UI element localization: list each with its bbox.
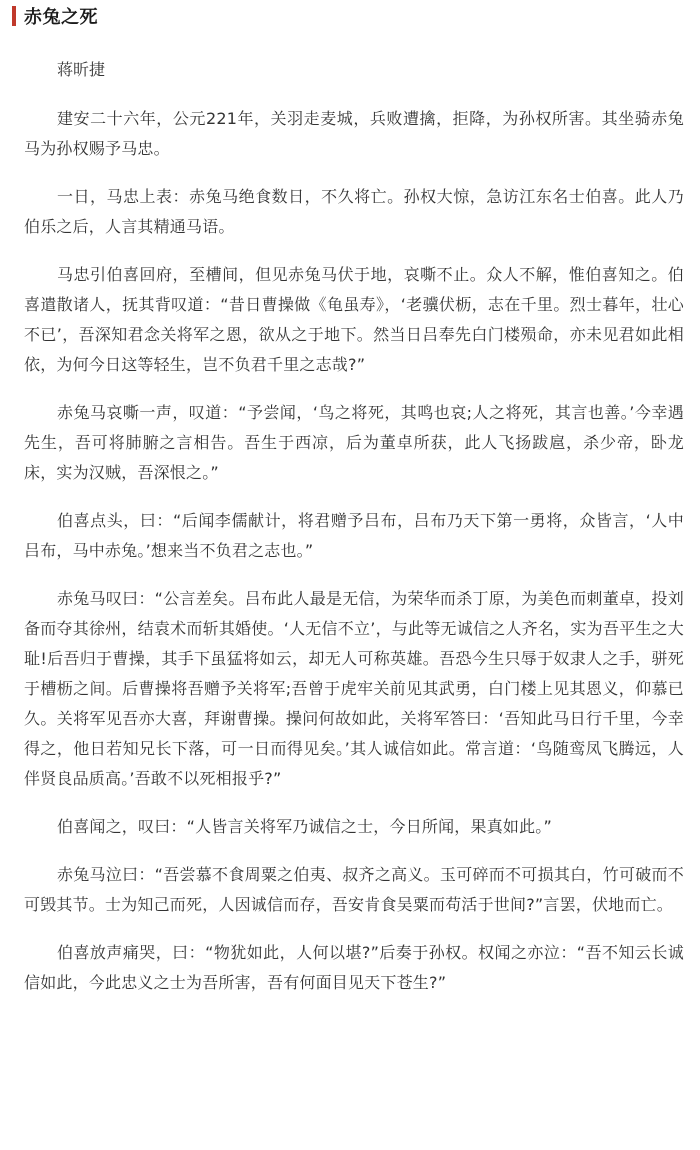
article-header [12,4,98,28]
paragraph: 一日，马忠上表：赤兔马绝食数日，不久将亡。孙权大惊，急访江东名士伯喜。此人乃伯乐之后，人言其精通马语。 [24,187,684,236]
paragraph: 赤兔马叹曰：“公言差矣。吕布此人最是无信，为荣华而杀丁原，为美色而刺董卓，投刘备而夺其徐州，结袁术而斩其婚使。‘人无信不立’，与此等无诚信之人齐名，实为吾平生之大耻!后吾归于曹操，其手下虽猛将如云，却无人可称英雄。吾恐今生只辱于奴隶人之手，骈死于槽枥之间。后曹操将吾赠予关将军;吾曾于虎牢关前见其武勇，白门楼上见其恩义，仰慕已久。关将军见吾亦大喜，拜谢曹操。操问何故如此，关将军答曰：‘吾知此马日行千里，今幸得之，他日若知兄长下落，可一日而得见矣。’其人诚信如此。常言道：‘鸟随鸾凤飞腾远，人伴贤良品质高。’吾敢不以死相报乎?” [24,589,684,788]
paragraph: 伯喜点头，曰：“后闻李儒献计，将君赠予吕布，吕布乃天下第一勇将，众皆言，‘人中吕布，马中赤兔。’想来当不负君之志也。” [24,511,684,560]
paragraph: 建安二十六年，公元221年，关羽走麦城，兵败遭擒，拒降，为孙权所害。其坐骑赤兔马为孙权赐予马忠。 [24,109,684,158]
paragraph: 赤兔马哀嘶一声，叹道：“予尝闻，‘鸟之将死，其鸣也哀;人之将死，其言也善。’今幸遇先生，吾可将肺腑之言相告。吾生于西凉，后为董卓所获，此人飞扬跋扈，杀少帝，卧龙床，实为汉贼，吾深恨之。” [24,403,684,482]
article-title: 赤兔之死 [24,7,98,28]
title-accent-bar [12,6,16,26]
article-author: 蒋昕捷 [57,60,106,79]
paragraph: 马忠引伯喜回府，至槽间，但见赤兔马伏于地，哀嘶不止。众人不解，惟伯喜知之。伯喜遣散诸人，抚其背叹道：“昔日曹操做《龟虽寿》，‘老骥伏枥，志在千里。烈士暮年，壮心不已’，吾深知君念关将军之恩，欲从之于地下。然当日吕奉先白门楼殒命，亦未见君如此相依，为何今日这等轻生，岂不负君千里之志哉?” [24,265,684,374]
paragraph: 伯喜放声痛哭，曰：“物犹如此，人何以堪?”后奏于孙权。权闻之亦泣：“吾不知云长诚信如此，今此忠义之士为吾所害，吾有何面目见天下苍生?” [24,943,684,992]
paragraph: 赤兔马泣曰：“吾尝慕不食周粟之伯夷、叔齐之高义。玉可碎而不可损其白，竹可破而不可毁其节。士为知己而死，人因诚信而存，吾安肯食吴粟而苟活于世间?”言罢，伏地而亡。 [24,865,684,914]
article-body [24,104,684,1016]
paragraph: 伯喜闻之，叹曰：“人皆言关将军乃诚信之士，今日所闻，果真如此。” [57,817,552,836]
